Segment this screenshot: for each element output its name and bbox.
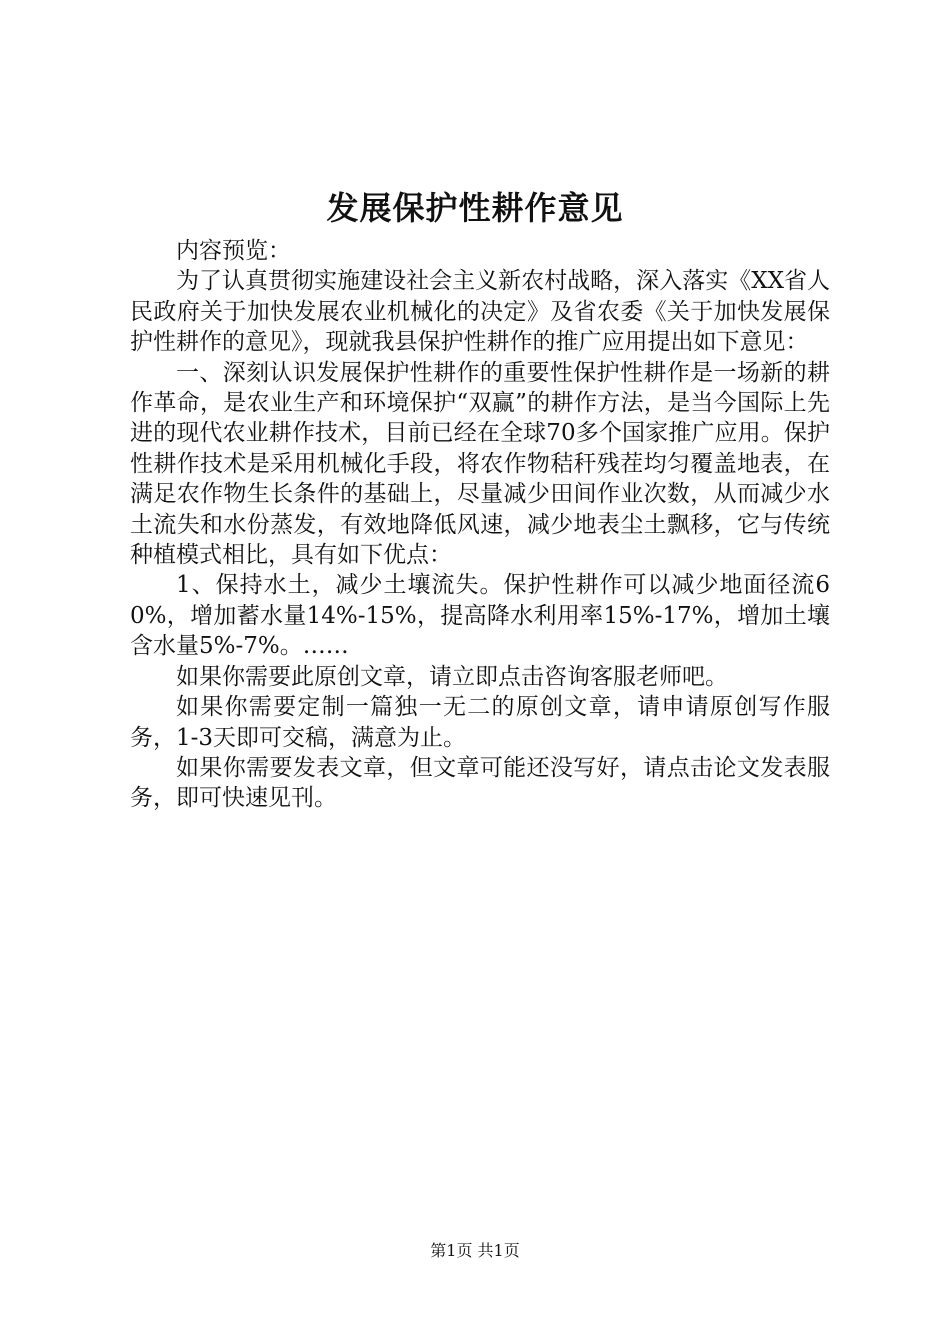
- document-body: [130, 236, 830, 814]
- document-title: 发展保护性耕作意见: [326, 189, 624, 227]
- intro-paragraph: 为了认真贯彻实施建设社会主义新农村战略，深入落实《XX省人民政府关于加快发展农业机械化的决定》及省农委《关于加快发展保护性耕作的意见》，现就我县保护性耕作的推广应用提出如下意见：: [130, 268, 830, 356]
- point-one-paragraph: 1、保持水土，减少土壤流失。保护性耕作可以减少地面径流60%，增加蓄水量14%-15%，提高降水利用率15%-17%，增加土壤含水量5%-7%。……: [130, 572, 830, 660]
- publishing-promo-paragraph: 如果你需要发表文章，但文章可能还没写好，请点击论文发表服务，即可快速见刊。: [130, 754, 830, 812]
- section-one-paragraph: 一、深刻认识发展保护性耕作的重要性保护性耕作是一场新的耕作革命，是农业生产和环境保护“双赢”的耕作方法，是当今国际上先进的现代农业耕作技术，目前已经在全球70多个国家推广应用。保护性耕作技术是采用机械化手段，将农作物秸秆残茬均匀覆盖地表，在满足农作物生长条件的基础上，尽量减少田间作业次数，从而减少水土流失和水份蒸发，有效地降低风速，减少地表尘土飘移，它与传统种植模式相比，具有如下优点：: [130, 359, 830, 569]
- consult-promo-paragraph: 如果你需要此原创文章，请立即点击咨询客服老师吧。: [176, 663, 728, 690]
- page-footer: 第1页 共1页: [430, 1241, 520, 1260]
- custom-writing-promo-paragraph: 如果你需要定制一篇独一无二的原创文章，请申请原创写作服务，1-3天即可交稿，满意为止。: [130, 694, 830, 751]
- preview-label: 内容预览：: [176, 238, 291, 264]
